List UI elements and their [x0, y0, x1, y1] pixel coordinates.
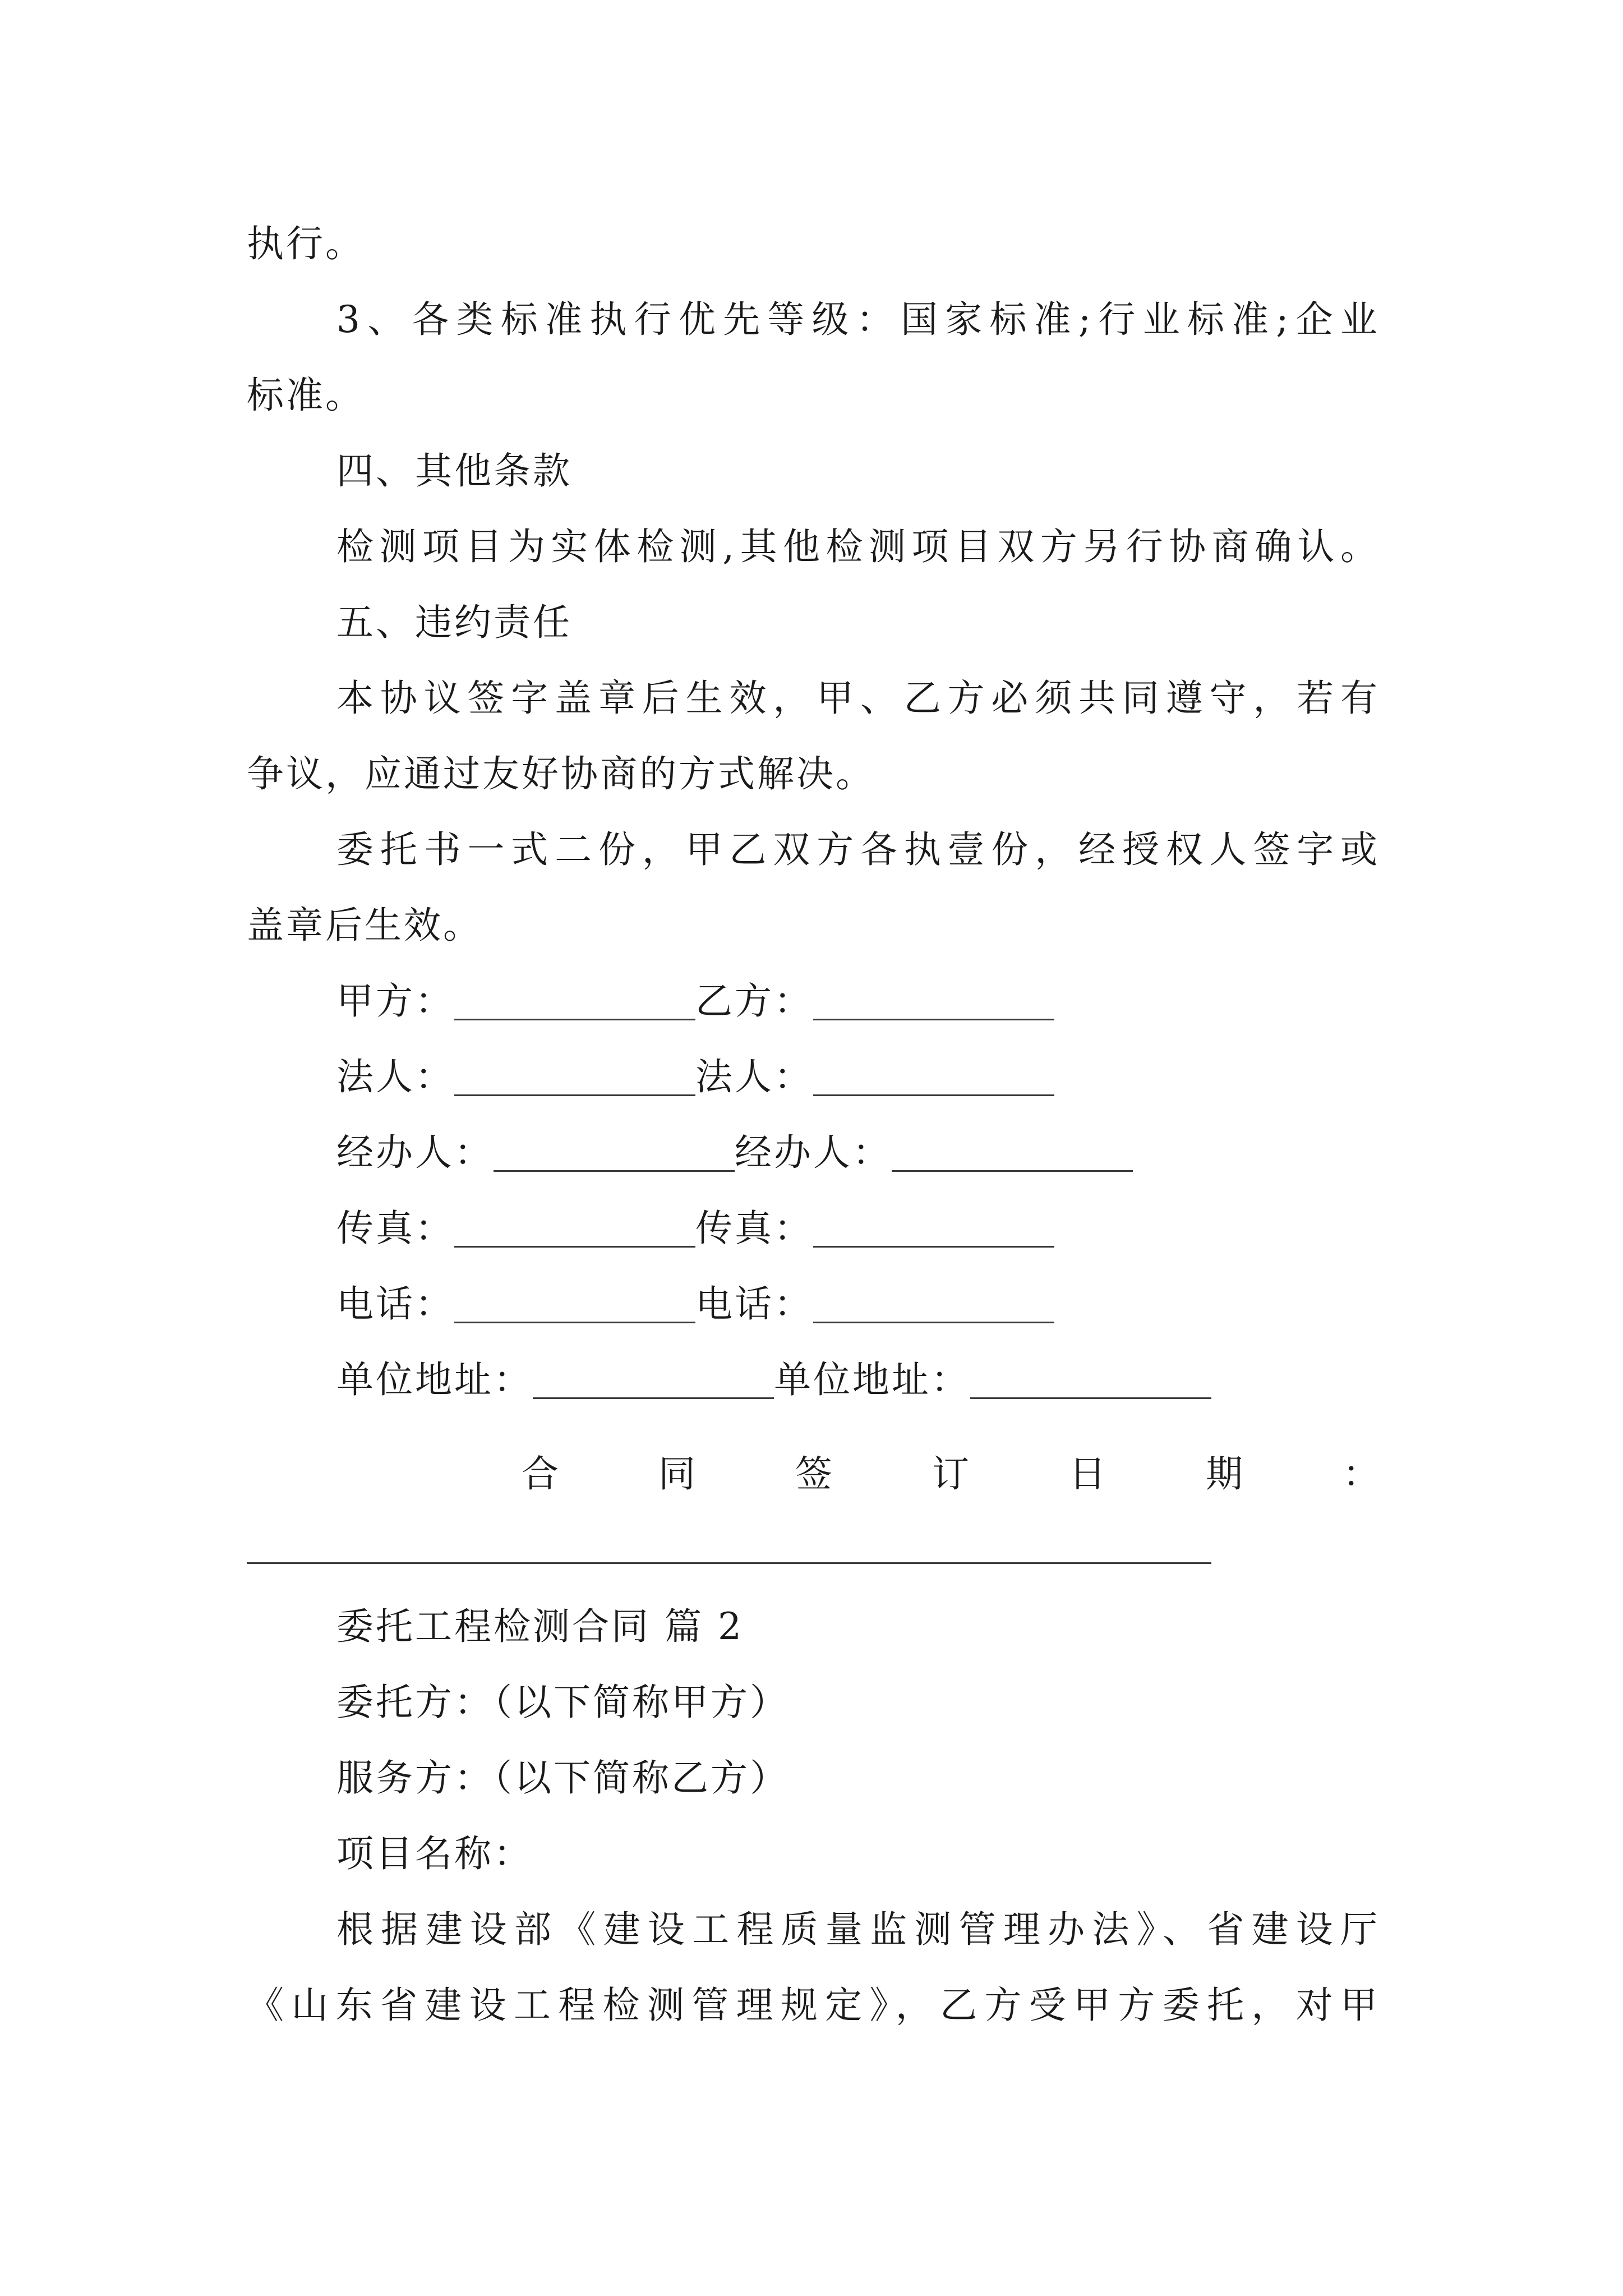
text-line: 执行。 — [247, 222, 365, 265]
party-b-blank[interactable] — [813, 985, 1054, 1020]
address-a-label: 单位地址： — [336, 1358, 533, 1401]
text-line: 检测项目为实体检测,其他检测项目双方另行协商确认。 — [336, 525, 1380, 568]
signature-row-phone — [336, 1282, 1054, 1327]
phone-a-blank[interactable] — [454, 1288, 695, 1323]
handler-a-blank[interactable] — [494, 1137, 735, 1172]
text-line: 标准。 — [247, 374, 365, 417]
fax-a-blank[interactable] — [454, 1212, 695, 1248]
date-char: 合 — [522, 1452, 559, 1496]
fax-b-blank[interactable] — [813, 1212, 1054, 1248]
date-char: 日 — [1069, 1452, 1106, 1496]
fax-a-label: 传真： — [336, 1207, 454, 1250]
text-line: 本协议签字盖章后生效，甲、乙方必须共同遵守，若有 — [336, 677, 1380, 720]
text-line: 盖章后生效。 — [247, 904, 482, 947]
address-b-label: 单位地址： — [774, 1358, 970, 1401]
date-char: 同 — [658, 1452, 695, 1496]
date-char: 期 — [1206, 1452, 1243, 1496]
phone-a-label: 电话： — [336, 1282, 454, 1326]
party-a-label: 甲方： — [336, 979, 454, 1023]
signature-row-party — [336, 979, 1054, 1024]
handler-b-blank[interactable] — [892, 1137, 1133, 1172]
signature-row-handler — [336, 1130, 1133, 1175]
text-line: 《山东省建设工程检测管理规定》，乙方受甲方委托，对甲 — [247, 1984, 1380, 2027]
project-name-line: 项目名称： — [336, 1832, 533, 1875]
party-a-blank[interactable] — [454, 985, 695, 1020]
text-line: 根据建设部《建设工程质量监测管理办法》、省建设厅 — [336, 1908, 1380, 1951]
section-heading: 五、违约责任 — [336, 601, 572, 644]
phone-b-blank[interactable] — [813, 1288, 1054, 1323]
address-b-blank[interactable] — [970, 1364, 1211, 1399]
text-line: 3、各类标准执行优先等级：国家标准;行业标准;企业 — [336, 298, 1380, 341]
text-line: 争议，应通过友好协商的方式解决。 — [247, 752, 875, 795]
date-char: ： — [1343, 1452, 1380, 1496]
provider-line: 服务方：（以下简称乙方） — [336, 1756, 789, 1800]
signature-row-fax — [336, 1206, 1054, 1251]
legal-a-blank[interactable] — [454, 1061, 695, 1096]
date-char: 签 — [795, 1452, 832, 1496]
phone-b-label: 电话： — [695, 1282, 813, 1326]
contract-date-label — [522, 1452, 1380, 1497]
handler-b-label: 经办人： — [735, 1131, 892, 1174]
address-a-blank[interactable] — [533, 1364, 774, 1399]
legal-a-label: 法人： — [336, 1055, 454, 1098]
section-heading: 四、其他条款 — [336, 449, 572, 493]
signature-row-address — [336, 1358, 1211, 1402]
signature-row-legal — [336, 1055, 1054, 1099]
section2-title: 委托工程检测合同 篇 2 — [336, 1605, 744, 1648]
text-line: 委托书一式二份，甲乙双方各执壹份，经授权人签字或 — [336, 828, 1380, 871]
client-line: 委托方：（以下简称甲方） — [336, 1681, 789, 1724]
party-b-label: 乙方： — [695, 979, 813, 1023]
legal-b-label: 法人： — [695, 1055, 813, 1098]
date-char: 订 — [932, 1452, 969, 1496]
handler-a-label: 经办人： — [336, 1131, 494, 1174]
legal-b-blank[interactable] — [813, 1061, 1054, 1096]
contract-date-blank[interactable] — [247, 1562, 1211, 1564]
fax-b-label: 传真： — [695, 1207, 813, 1250]
